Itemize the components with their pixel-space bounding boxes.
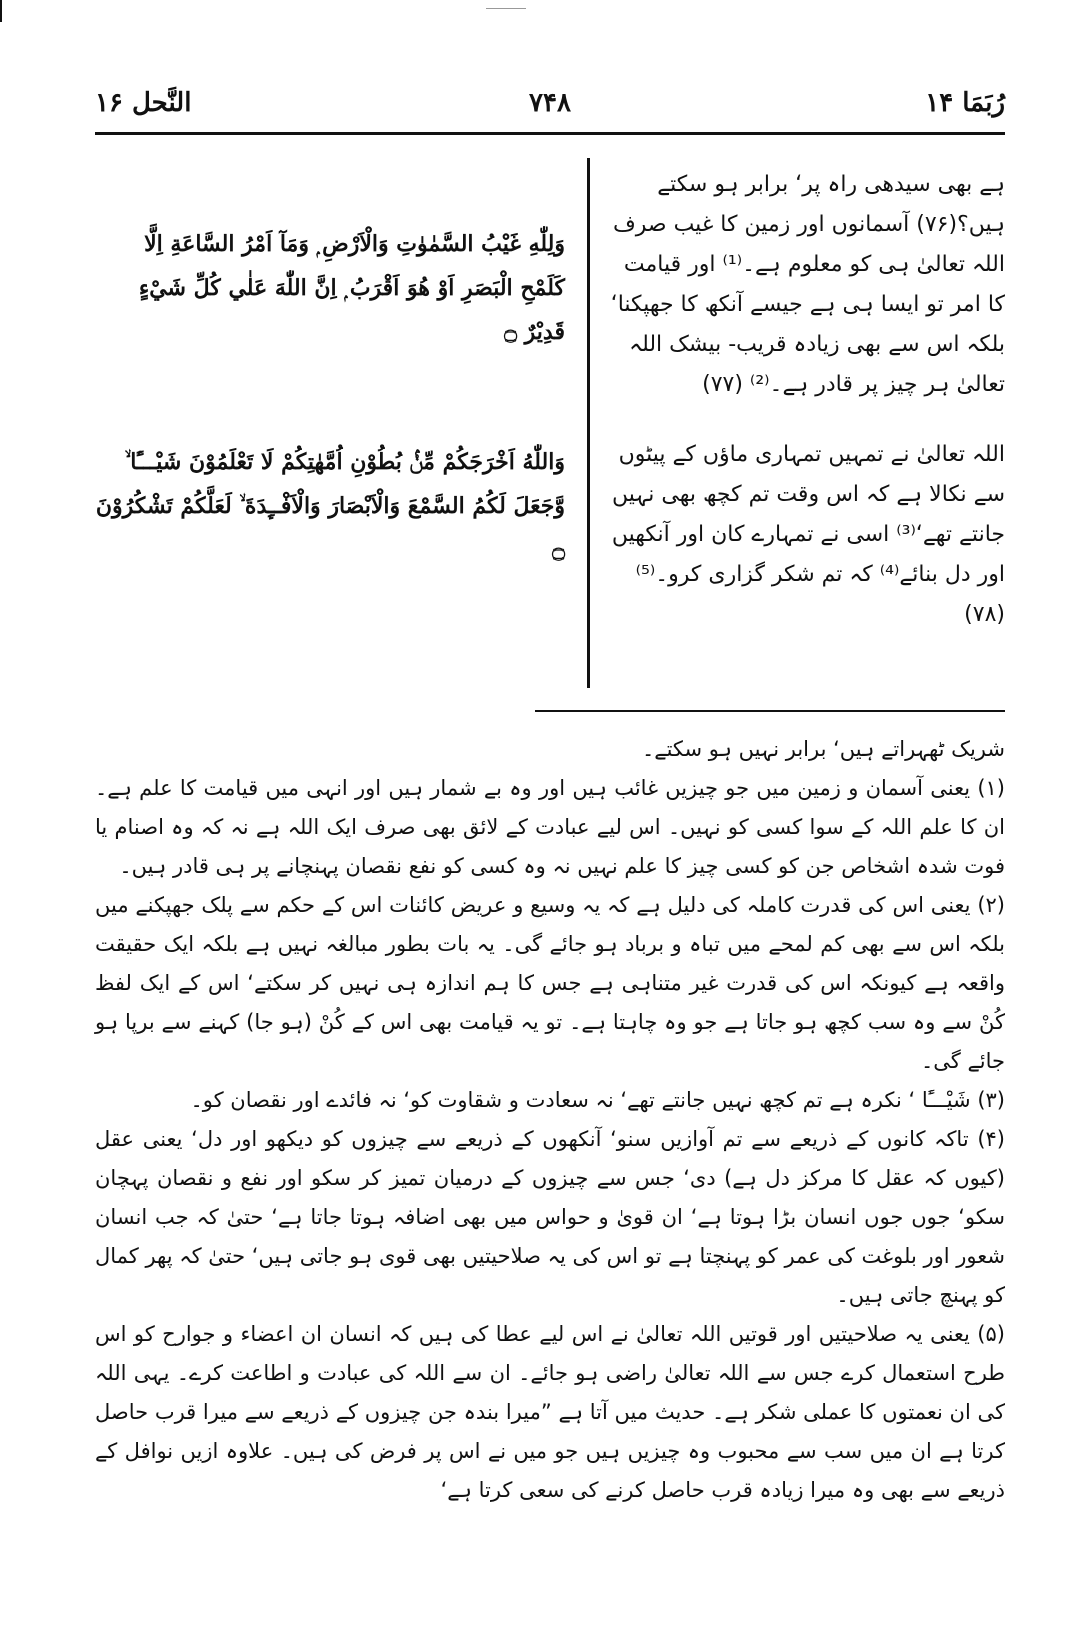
- scan-edge-mark: [0, 0, 2, 22]
- arabic-ayah-78: وَاللّٰهُ اَخْرَجَكُمْ مِّنْۢ بُطُوْنِ اُمَّهٰتِكُمْ لَا تَعْلَمُوْنَ شَيْـــًٔا ۙ وَّجَعَلَ لَكُمُ السَّمْعَ وَالْاَبْصَارَ وَالْاَفْــِٕدَةَ ۙ لَعَلَّكُمْ تَشْكُرُوْنَ ۝: [95, 449, 565, 563]
- header-rule: [95, 132, 1005, 135]
- header-surah-name: النَّحل ۱۶: [95, 88, 192, 118]
- footnote-5: (۵) یعنی یہ صلاحیتیں اور قوتیں اللہ تعالیٰ نے اس لیے عطا کی ہیں کہ انسان ان اعضاء و جوارح کو اس طرح استعمال کرے جس سے اللہ تعالیٰ راضی ہو جائے۔ ان سے اللہ کی عبادت و اطاعت کرے۔ یہی اللہ کی ان نعمتوں کا عملی شکر ہے۔ حدیث میں آتا ہے ”میرا بندہ جن چیزوں کے ذریعے سے میرا قرب حاصل کرتا ہے ان میں سب سے محبوب وہ چیزیں ہیں جو میں نے اس پر فرض کی ہیں۔ علاوہ ازیں نوافل کے ذریعے سے بھی وہ میرا زیادہ قرب حاصل کرنے کی سعی کرتا ہے‘: [95, 1322, 1005, 1502]
- column-divider: [587, 158, 590, 688]
- footnote-continuation: شریک ٹھہراتے ہیں‘ برابر نہیں ہو سکتے۔: [641, 737, 1005, 761]
- footnote-3: (۳) شَيْـــًٔا ‘ نکرہ ہے تم کچھ نہیں جانتے تھے‘ نہ سعادت و شقاوت کو‘ نہ فائدے اور نقصان کو۔: [190, 1088, 1005, 1112]
- footnote-2: (۲) یعنی اس کی قدرت کاملہ کی دلیل ہے کہ یہ وسیع و عریض کائنات اس کے حکم سے پلک جھپکنے میں بلکہ اس سے بھی کم لمحے میں تباہ و برباد ہو جائے گی۔ یہ بات بطور مبالغہ نہیں ہے بلکہ ایک حقیقت واقعہ ہے کیونکہ اس کی قدرت غیر متناہی ہے جس کا ہم اندازہ ہی نہیں کر سکتے‘ اس کے ایک لفظ کُنْ سے وہ سب کچھ ہو جاتا ہے جو وہ چاہتا ہے۔ تو یہ قیامت بھی اس کے کُنْ (ہو جا) کہنے سے برپا ہو جائے گی۔: [95, 893, 1005, 1073]
- footnote-1: (۱) یعنی آسمان و زمین میں جو چیزیں غائب ہیں اور وہ بے شمار ہیں اور انہی میں قیامت کا علم ہے۔ ان کا علم اللہ کے سوا کسی کو نہیں۔ اس لیے عبادت کے لائق بھی صرف ایک اللہ ہے نہ کہ وہ اصنام یا فوت شدہ اشخاص جن کو کسی چیز کا علم نہیں نہ وہ کسی کو نفع نقصان پہنچانے پر ہی قادر ہیں۔: [95, 776, 1005, 878]
- footnotes: [95, 730, 1005, 1510]
- arabic-ayah-77: وَلِلّٰهِ غَيْبُ السَّمٰوٰتِ وَالْاَرْضِ ۭ وَمَآ اَمْرُ السَّاعَةِ اِلَّا كَلَمْحِ الْبَصَرِ اَوْ هُوَ اَقْرَبُ ۭ اِنَّ اللّٰهَ عَلٰي كُلِّ شَيْءٍ قَدِيْرٌ ۝: [138, 231, 565, 345]
- translation-block-78: اللہ تعالیٰ نے تمہیں تمہاری ماؤں کے پیٹوں سے نکالا ہے کہ اس وقت تم کچھ بھی نہیں جانتے تھے‘⁽³⁾ اسی نے تمہارے کان اور آنکھیں اور دل بنائے⁽⁴⁾ کہ تم شکر گزاری کرو۔⁽⁵⁾ (۷۸): [611, 442, 1005, 627]
- scan-top-mark: [486, 8, 526, 9]
- header-para-name: رُبَمَا ۱۴: [925, 88, 1005, 118]
- page-number: ۷۴۸: [529, 88, 571, 118]
- footnotes-rule: [535, 710, 1005, 712]
- footnote-4: (۴) تاکہ کانوں کے ذریعے سے تم آوازیں سنو‘ آنکھوں کے ذریعے سے چیزوں کو دیکھو اور دل‘ یعنی عقل (کیوں کہ عقل کا مرکز دل ہے) دی‘ جس سے چیزوں کے درمیان تمیز کر سکو اور نفع و نقصان پہچان سکو‘ جوں جوں انسان بڑا ہوتا ہے‘ ان قویٰ و حواس میں بھی اضافہ ہوتا جاتا ہے‘ حتیٰ کہ جب انسان شعور اور بلوغت کی عمر کو پہنچتا ہے تو اس کی یہ صلاحیتیں بھی قوی ہو جاتی ہیں‘ حتیٰ کہ پھر کمال کو پہنچ جاتی ہیں۔: [95, 1127, 1005, 1307]
- page-header: [95, 88, 1005, 128]
- translation-block-77: ہے بھی سیدھی راہ پر‘ برابر ہو سکتے ہیں؟(۷۶) آسمانوں اور زمین کا غیب صرف اللہ تعالیٰ ہی کو معلوم ہے۔⁽¹⁾ اور قیامت کا امر تو ایسا ہی ہے جیسے آنکھ کا جھپکنا‘ بلکہ اس سے بھی زیادہ قریب- بیشک اللہ تعالیٰ ہر چیز پر قادر ہے۔⁽²⁾ (۷۷): [610, 172, 1005, 397]
